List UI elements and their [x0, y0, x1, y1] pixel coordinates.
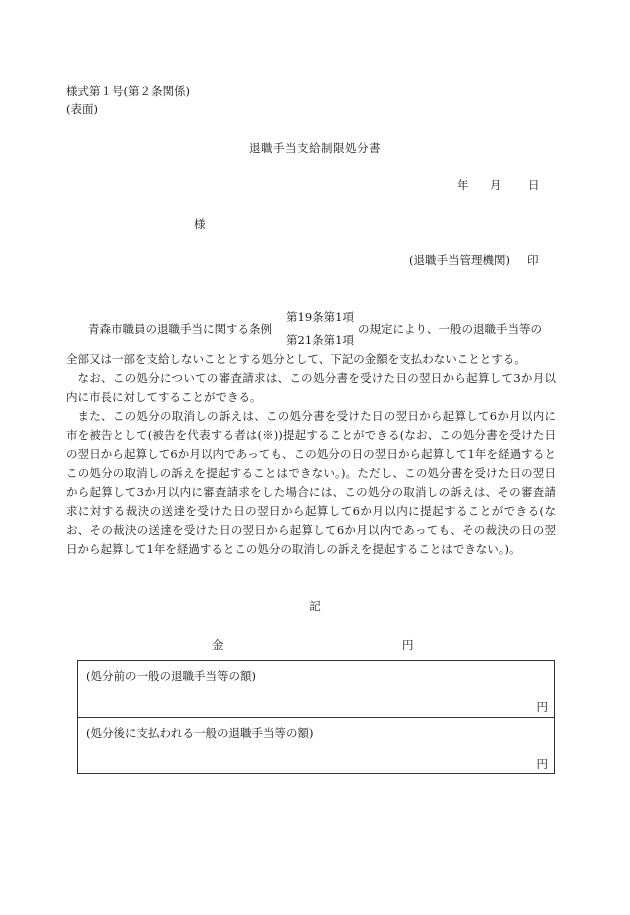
pre-disposition-amount-unit: 円 — [536, 700, 548, 714]
date-year-label: 年 — [457, 178, 469, 192]
body-text — [66, 350, 556, 559]
paragraph-disposition: 全部又は一部を支給しないこととする処分として、下記の金額を支払わないこととする。 — [66, 352, 526, 366]
paragraph-lawsuit: また、この処分の取消しの訴えは、この処分書を受けた日の翌日から起算して6か月以内に市を被告として(被告を代表する者は(※))提起することができる(なお、この処分書を受けた日の翌日から起算して6か月以内であっても、この処分の日の翌日から起算して1年を経過するとこの処分の取消しの訴えを提起することはできない。)。ただし、この処分書を受けた日の翌日から起算して3か月以内に審査請求をした場合には、この処分の取消しの訴えは、その審査請求に対する裁決の送達を受けた日の翌日から起算して6か月以内に提起することができる(なお、その裁決の送達を受けた日の翌日から起算して6か月以内であっても、その裁決の日の翌日から起算して1年を経過するとこの処分の取消しの訴えを提起することはできない。)。 — [66, 409, 556, 556]
ordinance-suffix: の規定により、一般の退職手当等の — [358, 322, 542, 336]
table-row — [78, 661, 554, 717]
paragraph-appeal: なお、この処分についての審査請求は、この処分書を受けた日の翌日から起算して3か月以内に市長に対してすることができる。 — [66, 371, 556, 404]
record-heading: 記 — [309, 599, 321, 613]
amount-label: 金 — [212, 638, 224, 652]
amount-unit: 円 — [402, 638, 414, 652]
amount-table — [77, 660, 555, 774]
date-month-label: 月 — [490, 178, 502, 192]
post-disposition-amount-unit: 円 — [536, 757, 548, 771]
issuing-authority: (退職手当管理機関) — [409, 253, 510, 267]
front-side-label: (表面) — [66, 102, 98, 116]
seal-mark: 印 — [527, 253, 539, 267]
post-disposition-amount-label: (処分後に支払われる一般の退職手当等の額) — [86, 726, 314, 740]
ordinance-clause — [66, 309, 556, 347]
pre-disposition-amount-label: (処分前の一般の退職手当等の額) — [86, 669, 256, 683]
document-title: 退職手当支給制限処分書 — [249, 141, 381, 155]
form-number: 様式第１号(第２条関係) — [66, 84, 190, 98]
table-row — [78, 717, 554, 773]
ordinance-name: 青森市職員の退職手当に関する条例 — [88, 322, 272, 336]
addressee-honorific: 様 — [194, 217, 206, 231]
date-day-label: 日 — [528, 178, 540, 192]
ordinance-article-option-a: 第19条第1項 — [286, 310, 354, 324]
ordinance-article-option-b: 第21条第1項 — [286, 333, 354, 347]
